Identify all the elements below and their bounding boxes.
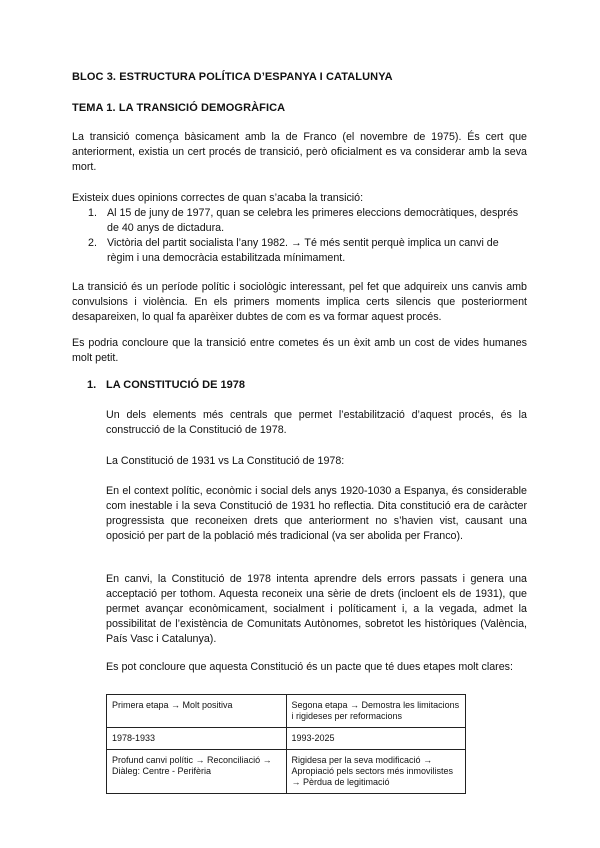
list-number: 1. xyxy=(88,207,97,219)
opinions-list xyxy=(72,206,527,266)
table-cell: Primera etapa → Molt positiva xyxy=(107,695,287,728)
list-number: 2. xyxy=(88,237,97,249)
table-cell: Rigidesa per la seva modificació → Apropiació pels sectors més inmovilistes → Pèrdua de legitimació xyxy=(286,750,466,794)
stages-table xyxy=(106,694,466,794)
bloc-title: BLOC 3. ESTRUCTURA POLÍTICA D’ESPANYA I CATALUNYA xyxy=(72,71,393,83)
table-cell: Profund canvi polític → Reconciliació → Diàleg: Centre - Perifèria xyxy=(107,750,287,794)
table-row xyxy=(107,728,466,750)
section-number: 1. xyxy=(87,379,97,391)
list-text: Victòria del partit socialista l’any 1982. → Té més sentit perquè implica un canvi de règim i una democràcia estabilitzada mínimament. xyxy=(107,237,499,264)
transition-paragraph: La transició és un període polític i sociològic interessant, pel fet que adquireix uns canvis amb convulsions i violència. En els primers moments implica certs silencis que posteriorment desapareixen, lo qual fa aparèixer dubtes de com es va formar aquest procés. xyxy=(72,281,527,323)
section-heading xyxy=(87,379,245,391)
table-cell: 1993-2025 xyxy=(286,728,466,750)
section-paragraph-1: Un dels elements més centrals que permet l’estabilització d’aquest procés, és la construcció de la Constitució de 1978. xyxy=(106,409,527,436)
table-cell: 1978-1933 xyxy=(107,728,287,750)
list-item xyxy=(72,236,527,266)
section-paragraph-2: La Constitució de 1931 vs La Constitució de 1978: xyxy=(106,455,345,467)
tema-title: TEMA 1. LA TRANSICIÓ DEMOGRÀFICA xyxy=(72,102,286,114)
list-item xyxy=(72,206,527,236)
section-paragraph-3: En el context polític, econòmic i social dels anys 1920-1030 a Espanya, és considerable com inestable i la seva Constitució de 1931 ho reflectia. Dita constitució era de caràcter progressista que reconeixen drets que anteriorment no s’havien vist, causant una oposició per part de la població més tradicional (va ser abolida per Franco). xyxy=(106,485,527,542)
table-cell: Segona etapa → Demostra les limitacions i rigideses per reformacions xyxy=(286,695,466,728)
conclusion-paragraph: Es podria concloure que la transició entre cometes és un èxit amb un cost de vides humanes molt petit. xyxy=(72,337,527,364)
section-paragraph-4: En canvi, la Constitució de 1978 intenta aprendre dels errors passats i genera una acceptació per tothom. Aquesta reconeix una sèrie de drets (incloent els de 1931), que permet avançar econòmicament, socialment i políticament i, a la vegada, admet la possibilitat de l’existència de Comunitats Autònomes, sobretot les històriques (València, País Vasc i Catalunya). xyxy=(106,573,527,645)
intro-paragraph: La transició comença bàsicament amb la de Franco (el novembre de 1975). És cert que anteriorment, existia un cert procés de transició, però oficialment es va considerar amb la seva mort. xyxy=(72,131,527,173)
section-paragraph-5: Es pot concloure que aquesta Constitució és un pacte que té dues etapes molt clares: xyxy=(106,661,513,673)
section-title: LA CONSTITUCIÓ DE 1978 xyxy=(106,379,245,391)
table-row xyxy=(107,750,466,794)
table-row xyxy=(107,695,466,728)
opinions-intro: Existeix dues opinions correctes de quan s’acaba la transició: xyxy=(72,192,364,204)
list-text: Al 15 de juny de 1977, quan se celebra les primeres eleccions democràtiques, després de 40 anys de dictadura. xyxy=(107,207,519,234)
